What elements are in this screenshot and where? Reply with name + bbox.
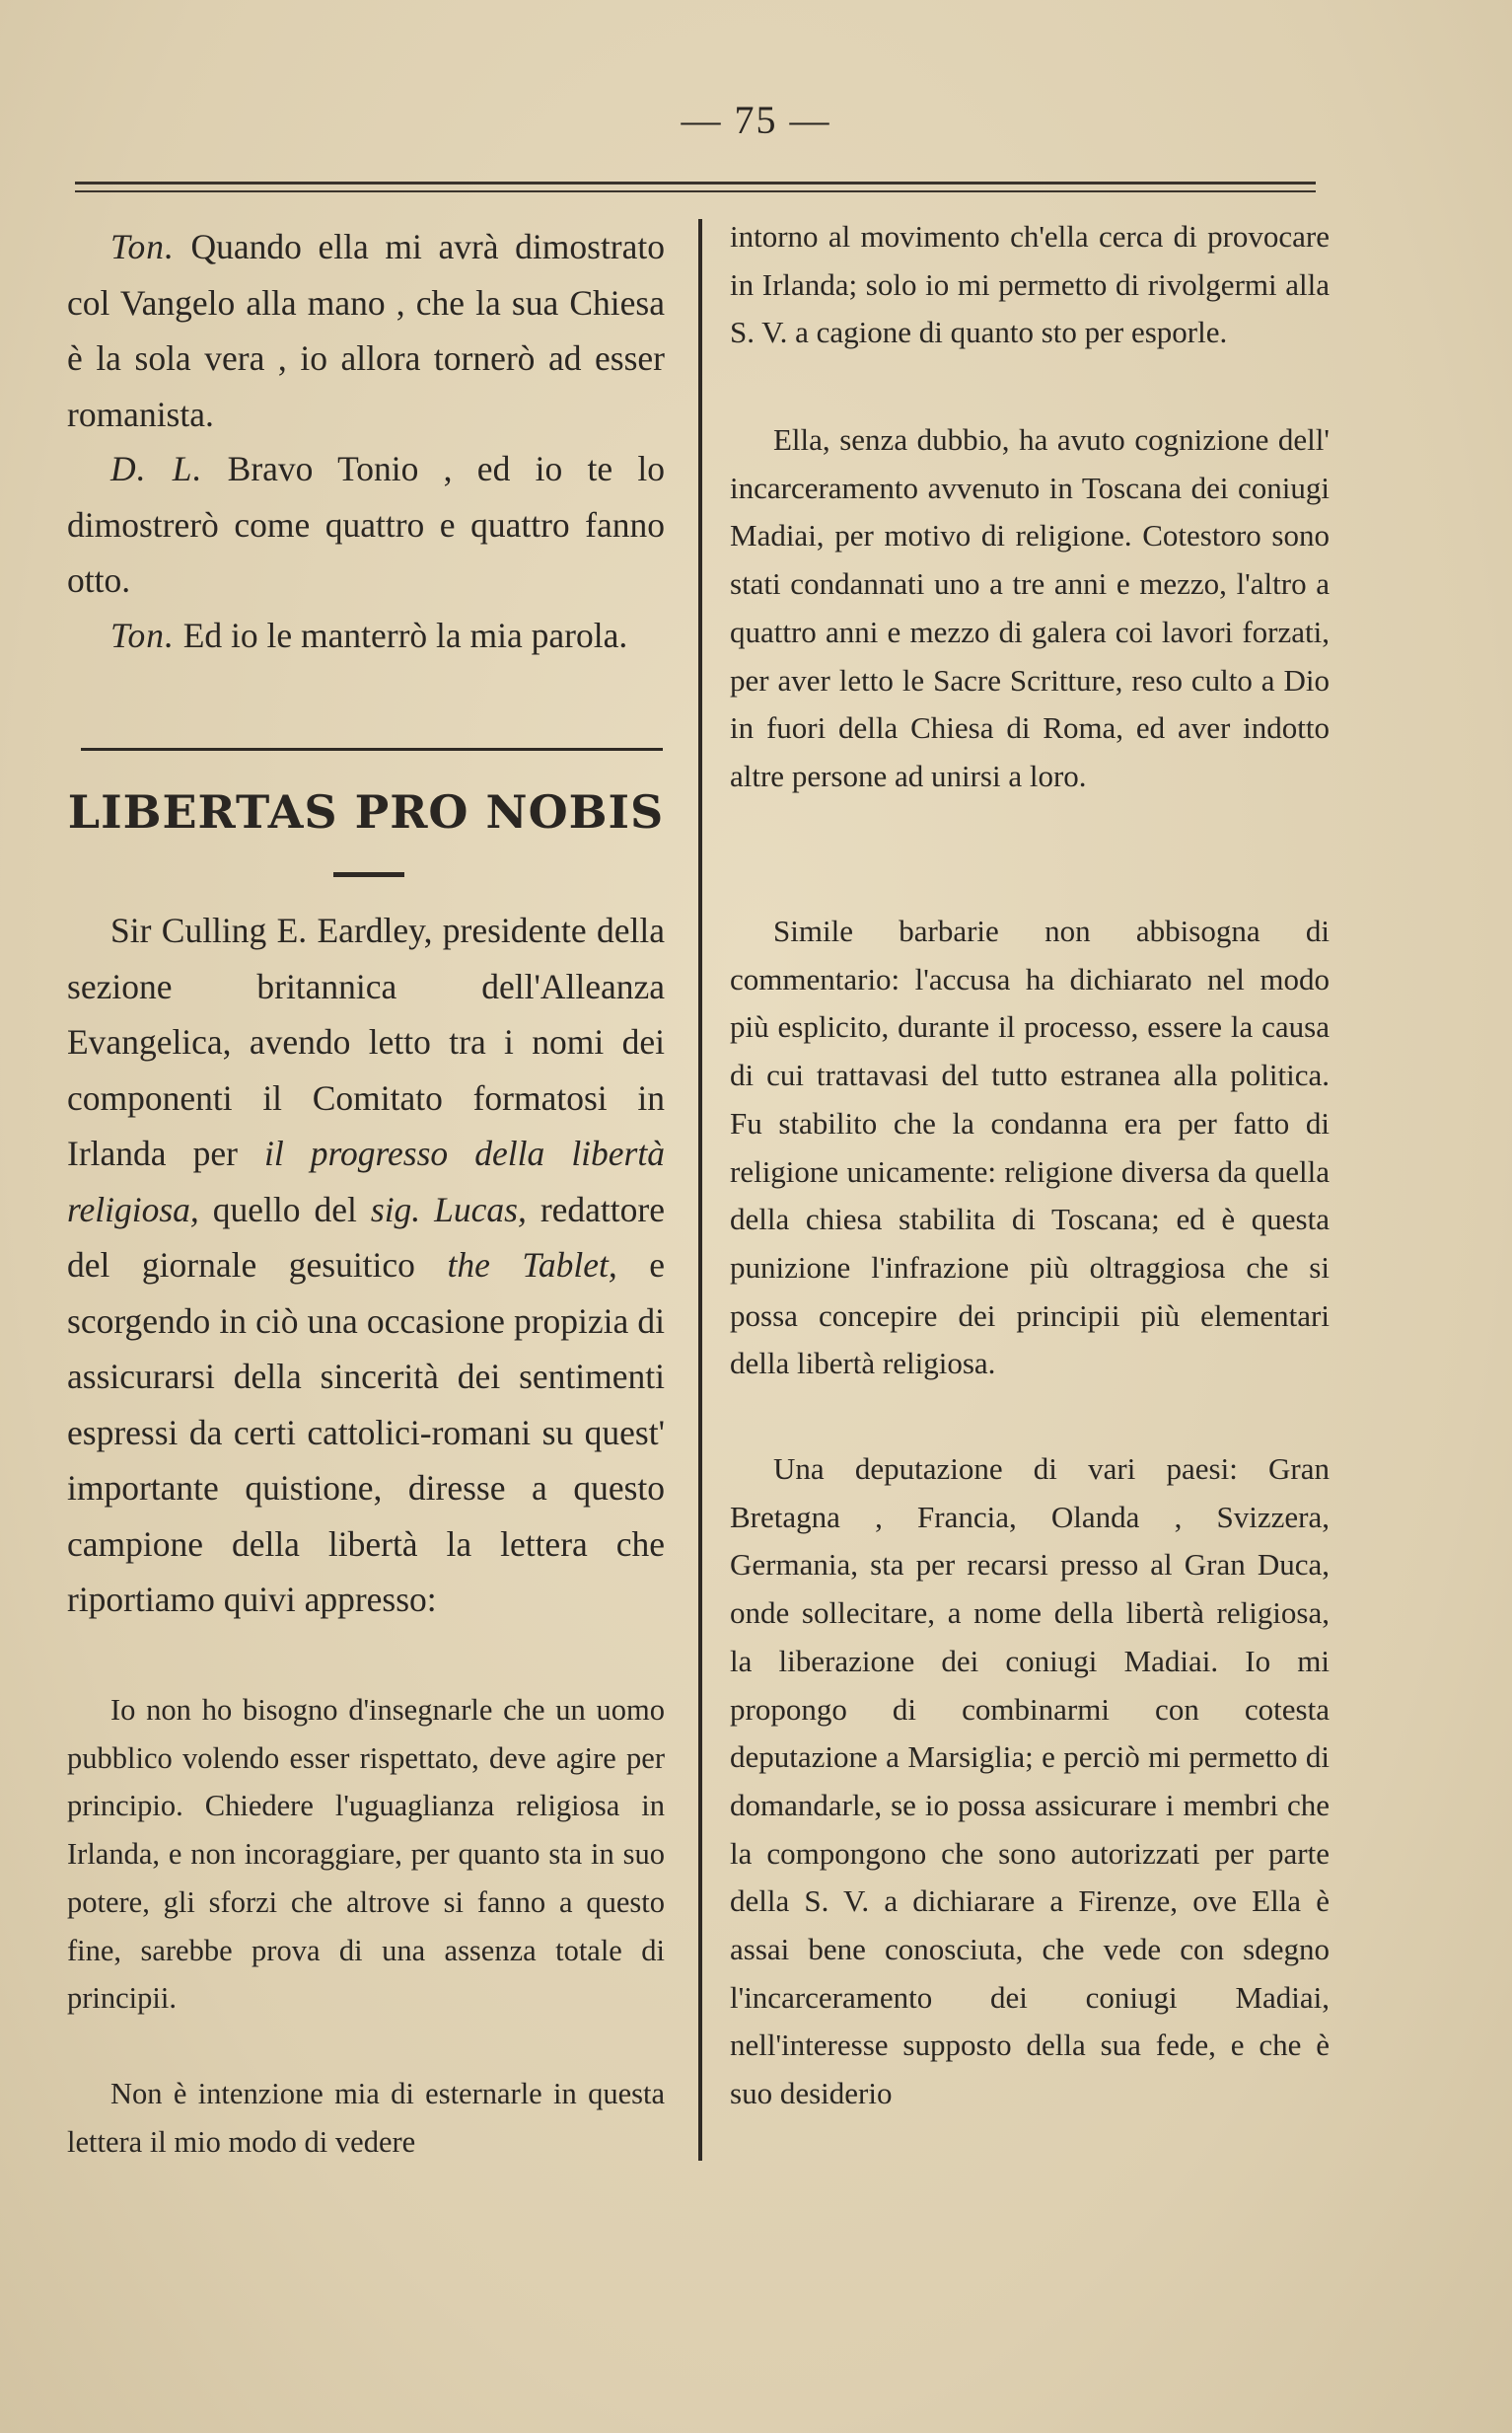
letter-paragraph-3: intorno al movimento ch'ella cerca di provocare in Irlanda; solo io mi permetto di rivolgermi alla S. V. a cagione di quanto sto per esporle. bbox=[730, 219, 1330, 350]
speaker-label: Ton. bbox=[110, 227, 175, 266]
dialogue-paragraph-3 bbox=[67, 608, 665, 664]
section-title: LIBERTAS PRO NOBIS bbox=[67, 785, 665, 839]
letter-paragraph-2: Non è intenzione mia di esternarle in questa lettera il mio modo di vedere bbox=[67, 2077, 665, 2159]
header-rule-top bbox=[75, 182, 1316, 184]
speaker-label: D. L. bbox=[110, 449, 203, 488]
letter-paragraph-1: Io non ho bisogno d'insegnarle che un uomo pubblico volendo esser rispettato, deve agire per principio. Chiedere l'uguaglianza religiosa in Irlanda, e non incoraggiare, per quanto sta in suo potere, gli sforzi che altrove si fanno a questo fine, sarebbe prova di una assenza totale di principii. bbox=[67, 1693, 665, 2016]
letter-paragraph-4: Ella, senza dubbio, ha avuto cognizione dell' incarceramento avvenuto in Toscana dei coniugi Madiai, per motivo di religione. Cotestoro sono stati condannati uno a tre anni e mezzo, l'altro a quattro anni e mezzo di galera coi lavori forzati, per aver letto le Sacre Scritture, reso culto a Dio in fuori della Chiesa di Roma, ed aver indotto altre persone ad unirsi a loro. bbox=[730, 422, 1330, 793]
dialogue-text: Ed io le manterrò la mia parola. bbox=[174, 616, 628, 655]
dialogue-paragraph-2 bbox=[67, 441, 665, 609]
dialogue-text: Bravo Tonio , ed io te lo dimostrerò come quattro e quattro fanno otto. bbox=[67, 449, 665, 600]
letter-paragraph-6: Una deputazione di vari paesi: Gran Bretagna , Francia, Olanda , Svizzera, Germania, sta per recarsi presso al Gran Duca, onde sollecitare, a nome della libertà religiosa, la liberazione dei coniugi Madiai. Io mi propongo di combinarmi con cotesta deputazione a Marsiglia; e perciò mi permetto di domandarle, se io possa assicurare i membri che la compongono che sono autorizzati per parte della S. V. a dichiarare a Firenze, ove Ella è assai bene conosciuta, che vede con sdegno l'incarceramento dei coniugi Madiai, nell'interesse supposto della sua fede, e che è suo desiderio bbox=[730, 1451, 1330, 2111]
letter-paragraph-5: Simile barbarie non abbisogna di commentario: l'accusa ha dichiarato nel modo più esplicito, durante il processo, essere la causa di cui trattavasi del tutto estranea alla politica. Fu stabilito che la condanna era per fatto di religione unicamente: religione diversa da quella della chiesa stabilita di Toscana; ed è questa punizione l'infrazione più oltraggiosa che si possa concepire dei principii più elementari della libertà religiosa. bbox=[730, 914, 1330, 1381]
header-rule-bottom bbox=[75, 190, 1316, 192]
title-dash bbox=[333, 872, 404, 877]
page-number: — 75 — bbox=[681, 98, 831, 142]
dialogue-text: Quando ella mi avrà dimostrato col Vangelo alla mano , che la sua Chiesa è la sola vera , io allora tornerò ad esser romanista. bbox=[67, 227, 665, 434]
column-divider bbox=[698, 219, 702, 2161]
dialogue-paragraph-1 bbox=[67, 219, 665, 442]
speaker-label: Ton. bbox=[110, 616, 175, 655]
article-intro-paragraph: Sir Culling E. Eardley, presidente della sezione britannica dell'Alleanza Evangelica, avendo letto tra i nomi dei componenti il Comitato formatosi in Irlanda per il progresso della libertà religiosa, quello del sig. Lucas, redattore del giornale gesuitico the Tablet, e scorgendo in ciò una occasione propizia di assicurarsi della sincerità dei sentimenti espressi da certi cattolici-romani su quest' importante quistione, diresse a questo campione della libertà la lettera che riportiamo quivi appresso: bbox=[67, 911, 665, 1619]
section-rule bbox=[81, 748, 663, 751]
